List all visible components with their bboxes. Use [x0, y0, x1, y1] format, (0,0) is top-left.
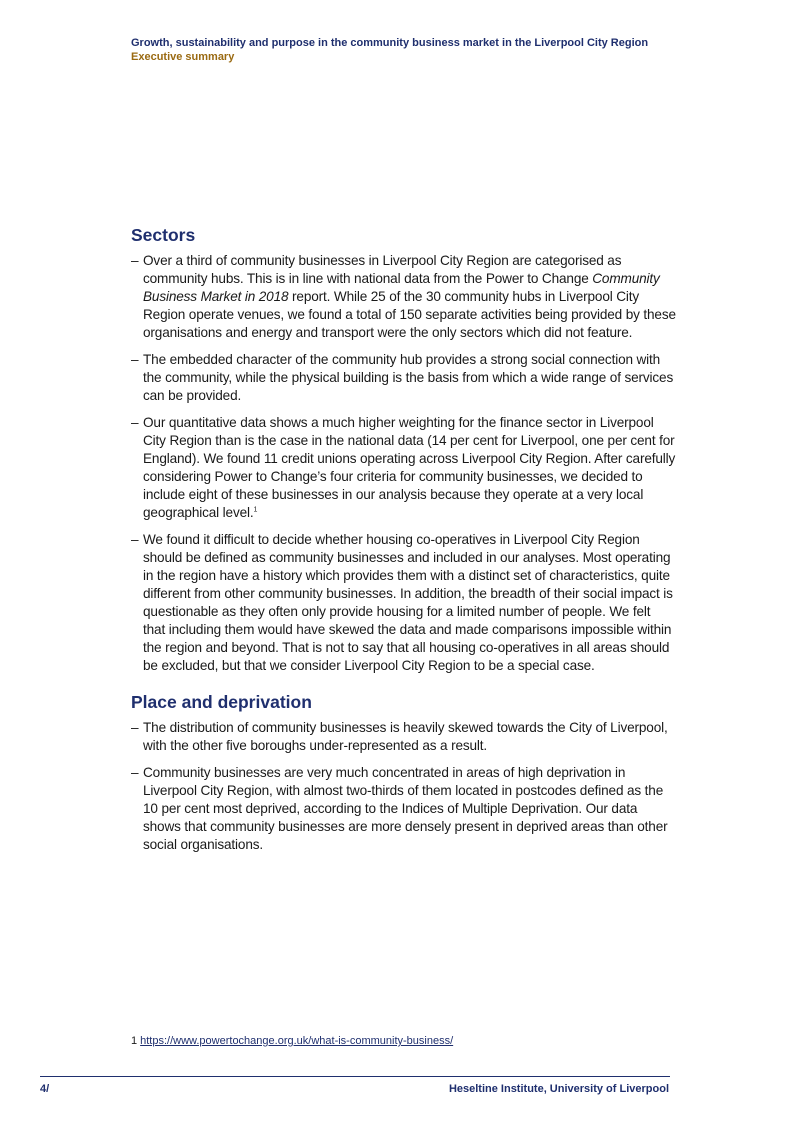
- list-item: [131, 719, 676, 755]
- list-item: [131, 531, 676, 675]
- list-item: [131, 414, 676, 522]
- footnote: [131, 1034, 453, 1048]
- place-list: [131, 719, 676, 854]
- footnote-number: 1: [131, 1035, 138, 1047]
- sectors-section: [131, 224, 676, 675]
- bullet-text: report. While 25 of the 30 community hubs in Liverpool City Region operate venues, we found a total of 150 separate activities being provided by these organisations and energy and transport were the only sectors which did not feature.: [143, 289, 676, 340]
- report-title: Growth, sustainability and purpose in the community business market in the Liverpool City Region: [131, 37, 649, 49]
- page-header: [131, 36, 648, 64]
- place-section: [131, 691, 676, 854]
- bullet-text: We found it difficult to decide whether housing co-operatives in Liverpool City Region should be defined as community businesses and included in our analyses. Most operating in the region have a history which provides them with a distinct set of characteristics, quite different from other community businesses. In addition, the breadth of their social impact is questionable as they often only provide housing for a limited number of people. We felt that including them would have skewed the data and made comparisons impossible within the region and beyond. That is not to say that all housing co-operatives in all areas should be excluded, but that we consider Liverpool City Region to be a special case.: [143, 532, 673, 673]
- list-item: [131, 351, 676, 405]
- section-subtitle: Executive summary: [131, 51, 235, 63]
- footer-institution: Heseltine Institute, University of Liverpool: [448, 1083, 669, 1095]
- list-item: [131, 252, 676, 342]
- bullet-text: The distribution of community businesses is heavily skewed towards the City of Liverpool, with the other five boroughs under-represented as a result.: [143, 720, 668, 753]
- main-content: [131, 224, 676, 863]
- bullet-text: Over a third of community businesses in Liverpool City Region are categorised as community hubs. This is in line with national data from the Power to Change: [143, 253, 622, 286]
- bullet-text: The embedded character of the community hub provides a strong social connection with the community, while the physical building is the basis from which a wide range of services can be provided.: [143, 352, 674, 403]
- page-number: 4/: [40, 1083, 50, 1095]
- footnote-link[interactable]: https://www.powertochange.org.uk/what-is-community-business/: [140, 1035, 454, 1047]
- bullet-text: Community businesses are very much concentrated in areas of high deprivation in Liverpool City Region, with almost two-thirds of them located in postcodes defined as the 10 per cent most deprived, according to the Indices of Multiple Deprivation. Our data shows that community businesses are more densely present in deprived areas than other social organisations.: [143, 765, 668, 852]
- place-heading: Place and deprivation: [131, 692, 312, 712]
- sectors-heading: Sectors: [131, 225, 196, 245]
- list-item: [131, 764, 676, 854]
- footnote-ref: 1: [253, 506, 258, 514]
- sectors-list: [131, 252, 676, 675]
- footer-divider: [40, 1076, 670, 1077]
- bullet-text: Our quantitative data shows a much higher weighting for the finance sector in Liverpool City Region than is the case in the national data (14 per cent for Liverpool, one per cent for England). We found 11 credit unions operating across Liverpool City Region. After carefully considering Power to Change’s four criteria for community businesses, we decided to include eight of these businesses in our analysis because they operate at a very local geographical level.: [143, 415, 676, 520]
- report-name-italic: Community Business Market in 2018: [143, 271, 660, 304]
